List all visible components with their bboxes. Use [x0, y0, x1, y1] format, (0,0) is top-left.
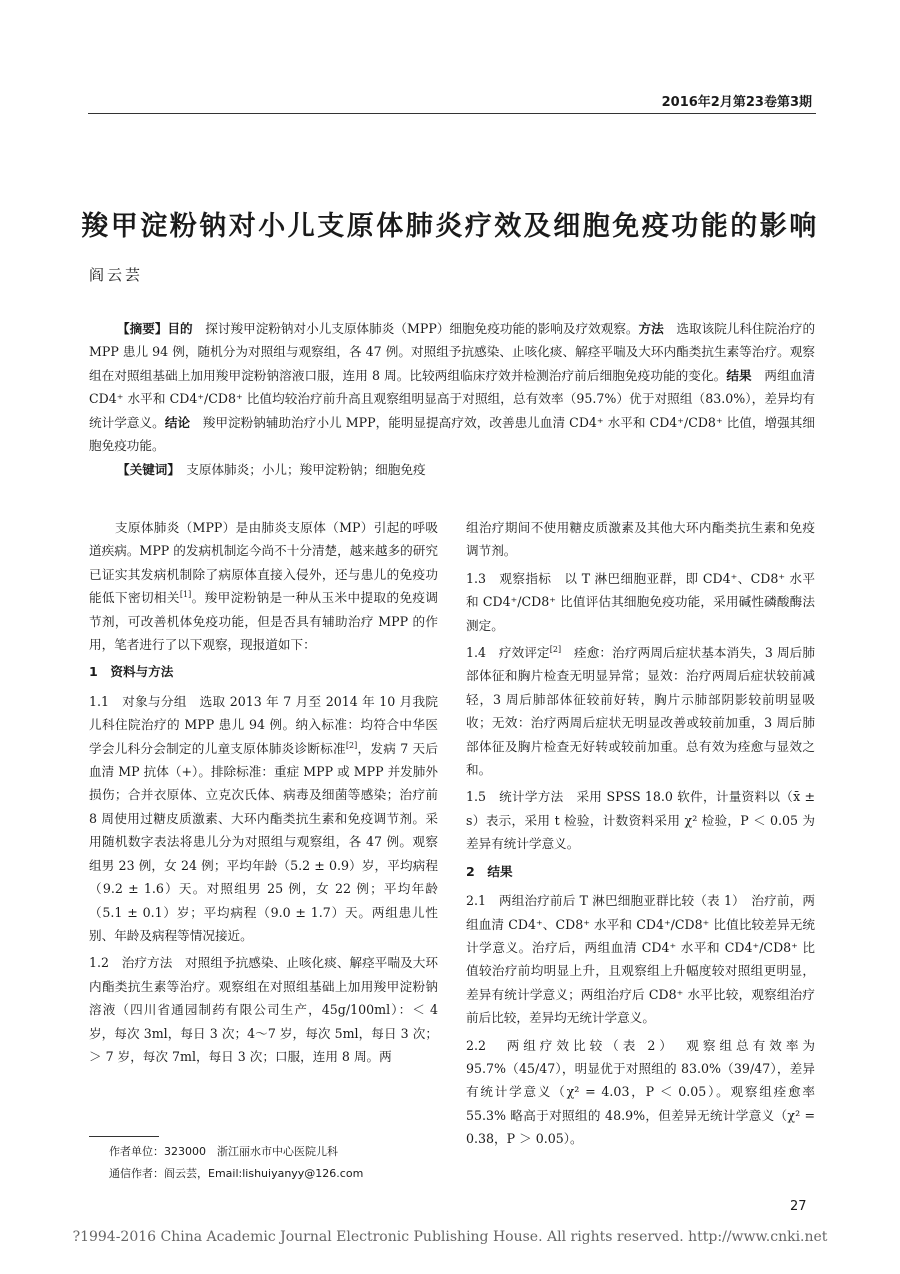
- subsection-1-5: 1.5 统计学方法 采用 SPSS 18.0 软件，计量资料以（x̄ ± s）表示，采用 t 检验，计数资料采用 χ² 检验，P ＜ 0.05 为差异有统计学意义。: [466, 789, 816, 852]
- header-rule: [88, 113, 816, 114]
- section-heading-1: 1 资料与方法: [89, 664, 174, 680]
- abstract: [89, 317, 815, 457]
- purpose-label: 目的: [167, 321, 193, 336]
- footnote-rule: [89, 1136, 159, 1137]
- article-title: 羧甲淀粉钠对小儿支原体肺炎疗效及细胞免疫功能的影响: [81, 211, 819, 242]
- subsection-label: 1.1 对象与分组: [89, 693, 187, 709]
- footnote-affiliation: 作者单位：323000 浙江丽水市中心医院儿科: [109, 1145, 338, 1158]
- continued-paragraph: 组治疗期间不使用糖皮质激素及其他大环内酯类抗生素和免疫调节剂。: [466, 520, 815, 559]
- conclusion-label: 结论: [164, 414, 191, 430]
- keywords: [89, 458, 815, 481]
- citation-ref: [1]: [179, 590, 192, 600]
- abstract-result: 两组血清 CD4⁺ 水平和 CD4⁺/CD8⁺ 比值均较治疗前升高且观察组明显高于对照组，总有效率（95.7%）优于对照组（83.0%），差异均有统计学意义。: [89, 367, 816, 430]
- footnote-corresponding: 通信作者：阎云芸，Email:lishuiyanyy@126.com: [109, 1167, 364, 1180]
- keywords-label: 【关键词】: [117, 462, 174, 477]
- copyright-footer: ?1994-2016 China Academic Journal Electronic Publishing House. All rights reserved. http://www.cnki.net: [72, 1229, 828, 1245]
- right-column: [466, 516, 815, 1155]
- subsection-2-1: 2.1 两组治疗前后 T 淋巴细胞亚群比较（表 1） 治疗前，两组血清 CD4⁺、CD8⁺ 水平和 CD4⁺/CD8⁺ 比值比较差异无统计学意义。治疗后，两组血清 CD4⁺ 水平和 CD4⁺/CD8⁺ 比值较治疗前均明显上升，且观察组上升幅度较对照组更明显，差异有统计学意义；两组治疗后 CD8⁺ 水平比较，观察组治疗前后比较，差异均无统计学意义。: [466, 893, 816, 1026]
- abstract-conclusion: 羧甲淀粉钠辅助治疗小儿 MPP，能明显提高疗效，改善患儿血清 CD4⁺ 水平和 CD4⁺/CD8⁺ 比值，增强其细胞免疫功能。: [89, 414, 816, 454]
- subsection-label: 2.2 两组疗效比较（表 2）: [466, 1037, 670, 1053]
- journal-issue-header: 2016年2月第23卷第3期: [661, 95, 812, 110]
- subsection-1-3: 1.3 观察指标 以 T 淋巴细胞亚群，即 CD4⁺、CD8⁺ 水平和 CD4⁺/CD8⁺ 比值评估其细胞免疫功能，采用碱性磷酸酶法测定。: [466, 570, 816, 633]
- subsection-label: 1.2 治疗方法: [89, 955, 173, 971]
- citation-ref: [2]: [345, 740, 358, 750]
- subsection-label: 1.5 统计学方法: [466, 789, 564, 805]
- subsection-label: 2.1 两组治疗前后 T 淋巴细胞亚群比较（表 1）: [466, 893, 739, 909]
- subsection-1-2: 1.2 治疗方法 对照组予抗感染、止咳化痰、解痉平喘及大环内酯类抗生素等治疗。观察组在对照组基础上加用羧甲淀粉钠溶液（四川省通园制药有限公司生产，45g/100ml）：＜ 4 岁，每次 3ml，每日 3 次；4～7 岁，每次 5ml，每日 3 次；＞ 7 岁，每次 7ml，每日 3 次；口服，连用 8 周。两: [89, 955, 439, 1064]
- keywords-text: 支原体肺炎；小儿；羧甲淀粉钠；细胞免疫: [186, 462, 426, 477]
- subsection-label: 1.3 观察指标: [466, 570, 552, 586]
- subsection-label: 1.4 疗效评定: [466, 645, 550, 661]
- section-heading-2: 2 结果: [466, 863, 513, 879]
- abstract-purpose: 探讨羧甲淀粉钠对小儿支原体肺炎（MPP）细胞免疫功能的影响及疗效观察。: [205, 321, 639, 336]
- author-name: 阎云芸: [89, 266, 144, 284]
- result-label: 结果: [726, 367, 752, 383]
- citation-ref: [2]: [549, 644, 562, 654]
- page-number: 27: [790, 1199, 807, 1214]
- abstract-label: 【摘要】: [117, 321, 168, 336]
- method-label: 方法: [638, 321, 664, 336]
- left-column: [89, 516, 438, 1072]
- subsection-1-4: 1.4 疗效评定[2] 痊愈：治疗两周后症状基本消失，3 周后肺部体征和胸片检查无明显异常；显效：治疗两周后症状较前减轻，3 周后肺部体征较前好转，胸片示肺部阴影较前明显吸收；无效：治疗两周后症状无明显改善或较前加重，3 周后肺部体征及胸片检查无好转或较前加重。总有效为痊愈与显效之和。: [466, 644, 816, 778]
- intro-paragraph: 支原体肺炎（MPP）是由肺炎支原体（MP）引起的呼吸道疾病。MPP 的发病机制迄今尚不十分清楚，越来越多的研究已证实其发病机制除了病原体直接入侵外，还与患儿的免疫功能低下密切相关[1]。羧甲淀粉钠是一种从玉米中提取的免疫调节剂，可改善机体免疫功能，但是否具有辅助治疗 MPP 的作用，笔者进行了以下观察，现报道如下：: [89, 520, 439, 653]
- subsection-1-1: 1.1 对象与分组 选取 2013 年 7 月至 2014 年 10 月我院儿科住院治疗的 MPP 患儿 94 例。纳入标准：均符合中华医学会儿科分会制定的儿童支原体肺炎诊断标准[2]，发病 7 天后血清 MP 抗体（+）。排除标准：重症 MPP 或 MPP 并发肺外损伤；合并衣原体、立克次氏体、病毒及细菌等感染；治疗前 8 周使用过糖皮质激素、大环内酯类抗生素和免疫调节剂。采用随机数字表法将患儿分为对照组与观察组，各 47 例。观察组男 23 例，女 24 例；平均年龄（5.2 ± 0.9）岁，平均病程（9.2 ± 1.6）天。对照组男 25 例，女 22 例；平均年龄（5.1 ± 0.1）岁；平均病程（9.0 ± 1.7）天。两组患儿性别、年龄及病程等情况接近。: [89, 693, 439, 943]
- abstract-method: 选取该院儿科住院治疗的 MPP 患儿 94 例，随机分为对照组与观察组，各 47 例。对照组予抗感染、止咳化痰、解痉平喘及大环内酯类抗生素等治疗。观察组在对照组基础上加用羧甲淀粉钠溶液口服，连用 8 周。比较两组临床疗效并检测治疗前后细胞免疫功能的变化。: [89, 321, 816, 383]
- subsection-2-2: 2.2 两组疗效比较（表 2） 观察组总有效率为 95.7%（45/47），明显优于对照组的 83.0%（39/47），差异有统计学意义（χ² = 4.03，P ＜ 0.05）。观察组痊愈率 55.3% 略高于对照组的 48.9%，但差异无统计学意义（χ² = 0.38，P ＞ 0.05）。: [466, 1037, 816, 1147]
